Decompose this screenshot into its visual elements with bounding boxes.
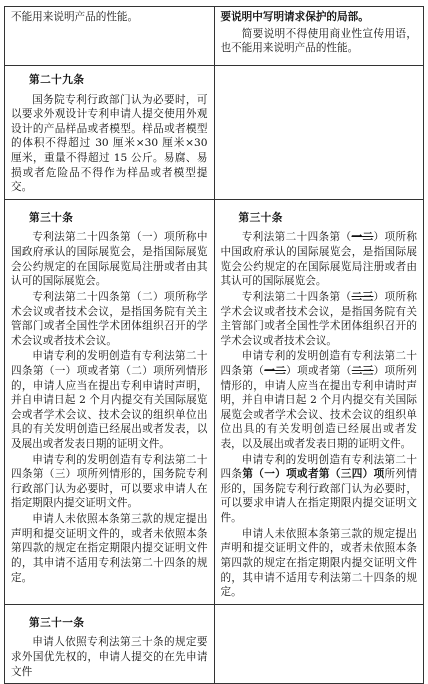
paragraph: 申请专利的发明创造有专利法第二十四条第（一）项或者第（二）项所列情形的，申请人应当在提出专利申请时声明，并自申请日起 2 个月内提交有关国际展览会或者学术会议、技术会议的组织单位出具的有关发明创造已经展出或者发表，以及展出或者发表日期的证明文件。 — [11, 350, 208, 451]
article-title: 第三十一条 — [29, 616, 85, 629]
table-row — [5, 604, 424, 683]
text-run: 专利法第二十四条第（ — [241, 231, 352, 244]
paragraph: 专利法第二十四条第（一）项所称中国政府承认的国际展览会，是指国际展览会公约规定的在国际展览局注册或者由其认可的国际展览会。 — [11, 231, 208, 288]
paragraph: 申请专利的发明创造有专利法第二十四条第（三）项所列情形的，国务院专利行政部门认为必要时，可以要求申请人在指定期限内提交证明文件。 — [11, 453, 208, 510]
paragraph: 专利法第二十四条第（二）项所称学术会议或者技术会议，是指国务院有关主管部门或者全国性学术团体组织召开的学术会议或者技术会议。 — [11, 290, 208, 347]
left-cell — [5, 7, 215, 66]
paragraph: 申请人依照专利法第三十条的规定要求外国优先权的，申请人提交的在先申请文件 — [11, 636, 208, 678]
article-title: 第三十条 — [238, 211, 283, 224]
paragraph: 申请人未依照本条第三款的规定提出声明和提交证明文件的，或者未依照本条第四款的规定在指定期限内提交证明文件的，其申请不适用专利法第二十四条的规定。 — [11, 513, 208, 584]
text-run: 申请专利的发明创造有专利法第二十四条第（ — [220, 350, 417, 377]
text-run: ）项或者第（ — [286, 364, 352, 377]
right-cell-empty — [214, 66, 424, 200]
right-cell — [214, 199, 424, 604]
table-row — [5, 66, 424, 200]
revision-mark: 二三 — [351, 290, 374, 303]
left-cell — [5, 199, 215, 604]
paragraph: 国务院专利行政部门认为必要时，可以要求外观设计专利申请人提交使用外观设计的产品样品或者模型。样品或者模型的体积不得超过 30 厘米×30 厘米×30 厘米，重量不得超过 15 公斤。易腐、易损或者危险品不得作为样品或者模型提交。 — [11, 93, 208, 194]
article-title: 第三十条 — [29, 211, 74, 224]
paragraph — [221, 453, 418, 526]
text-run: 专利法第二十四条第（ — [241, 290, 352, 303]
right-cell — [214, 7, 424, 66]
paragraph: 不能用来说明产品的性能。 — [11, 11, 139, 23]
text-run: ）项所列情形的，申请人应当在提出专利申请时声明，并自申请日起 2 个月内提交有关国际展览会或者学术会议、技术会议的组织单位出具的有关发明创造已经展出或者发表，以及展出或者发表日期的证明文件。 — [220, 364, 418, 451]
paragraph — [221, 290, 418, 348]
text-run: 所列情形的，国务院专利行政部门认为必要时，可以要求申请人在指定期限内提交证明文件。 — [220, 468, 418, 525]
revision-mark: 一二 — [264, 364, 287, 377]
paragraph — [221, 230, 418, 288]
revision-mark: 二三 — [351, 364, 374, 377]
paragraph: 申请人未依照本条第三款的规定提出声明和提交证明文件的，或者未依照本条第四款的规定在指定期限内提交证明文件的，其申请不适用专利法第二十四条的规定。 — [220, 527, 417, 599]
text-run: ）项所称中国政府承认的国际展览会，是指国际展览会公约规定的在国际展览局注册或者由其认可的国际展览会。 — [220, 231, 418, 288]
article-title: 第二十九条 — [29, 74, 85, 86]
text-run: 申请专利的发明创造有专利法第二十四条 — [220, 453, 417, 481]
table-row — [5, 199, 424, 604]
paragraph: 简要说明不得使用商业性宣传用语，也不能用来说明产品的性能。 — [220, 27, 417, 55]
right-cell-empty — [214, 604, 424, 683]
bold-heading: 要说明中写明请求保护的局部。 — [220, 11, 369, 23]
left-cell — [5, 66, 215, 200]
comparison-table — [4, 6, 424, 684]
revision-mark: 第（一）项或者第（三四）项 — [242, 468, 385, 481]
text-run: ）项所称学术会议或者技术会议，是指国务院有关主管部门或者全国性学术团体组织召开的学术会议或者技术会议。 — [220, 290, 418, 347]
left-cell — [5, 604, 215, 683]
table-row — [5, 7, 424, 66]
revision-mark: 一二 — [351, 231, 374, 244]
paragraph — [221, 349, 418, 451]
